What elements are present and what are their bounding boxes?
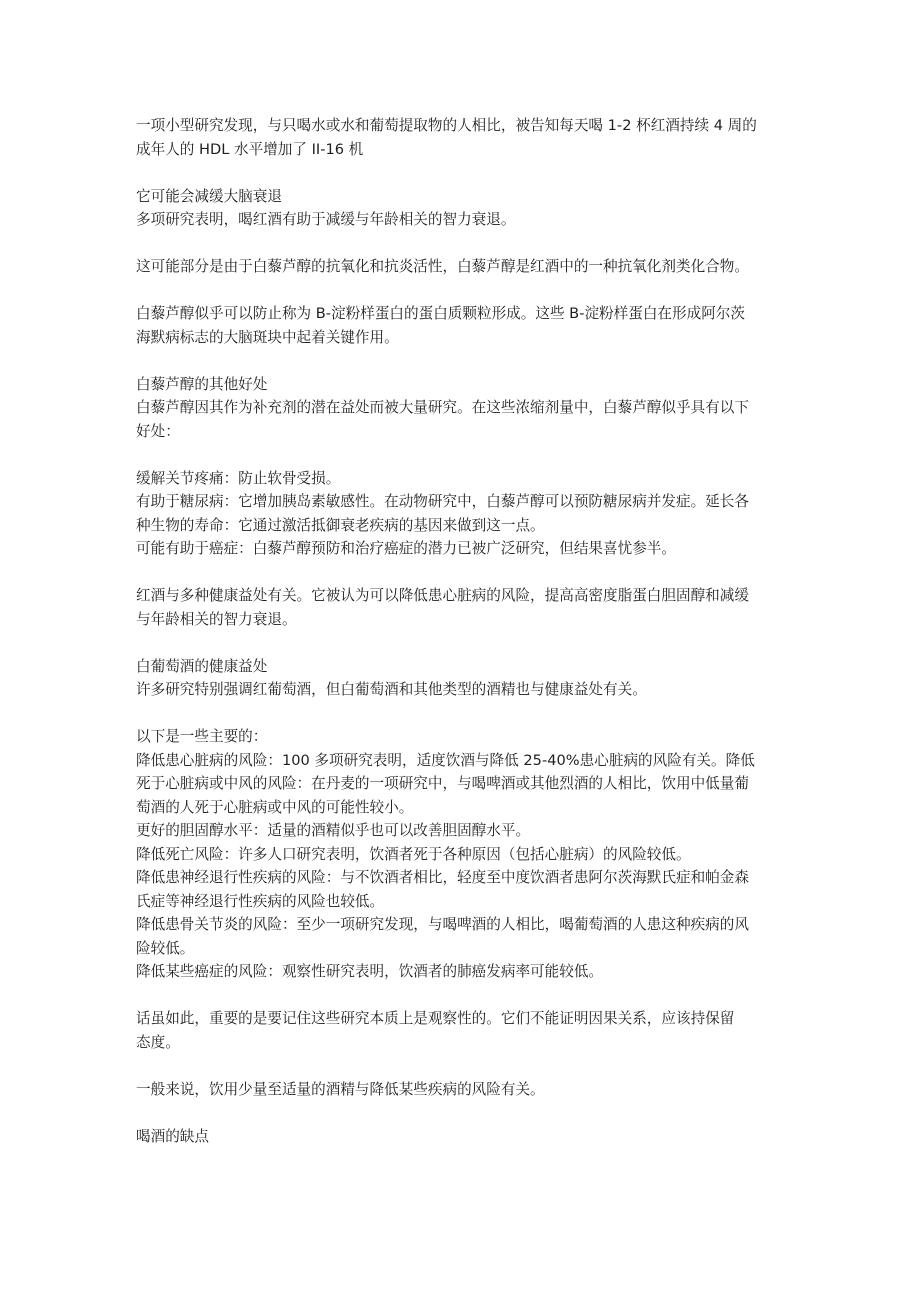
text-line: 这可能部分是由于白藜芦醇的抗氧化和抗炎活性，白藜芦醇是红酒中的一种抗氧化剂类化合物。 (136, 258, 749, 275)
list-item: 降低患骨关节炎的风险：至少一项研究发现，与喝啤酒的人相比，喝葡萄酒的人患这种疾病的风 (136, 916, 749, 933)
heading-line: 喝酒的缺点 (136, 1127, 209, 1145)
paragraph (136, 1078, 786, 1102)
section-resveratrol-benefits (136, 373, 786, 444)
list-item: 氏症等神经退行性疾病的风险也较低。 (136, 892, 385, 910)
paragraph-gap (136, 702, 786, 726)
paragraph (136, 302, 786, 349)
paragraph (136, 114, 786, 161)
paragraph-gap (136, 561, 786, 585)
section-drawbacks (136, 1125, 786, 1149)
text-line: 与年龄相关的智力衰退。 (136, 610, 297, 628)
text-line: 白藜芦醇似乎可以防止称为 B-淀粉样蛋白的蛋白质颗粒形成。这些 B-淀粉样蛋白在形成阿尔茨 (136, 305, 745, 322)
text-line: 话虽如此，重要的是要记住这些研究本质上是观察性的。它们不能证明因果关系，应该持保留 (136, 1010, 735, 1027)
paragraph-gap (136, 349, 786, 373)
text-line: 态度。 (136, 1033, 180, 1051)
list-item: 种生物的寿命：它通过激活抵御衰老疾病的基因来做到这一点。 (136, 516, 545, 534)
list-item: 以下是一些主要的： (136, 728, 268, 745)
text-line: 成年人的 HDL 水平增加了 II-16 机 (136, 140, 364, 158)
text-line: 红酒与多种健康益处有关。它被认为可以降低患心脏病的风险，提高高密度脂蛋白胆固醇和减缓 (136, 587, 749, 604)
list-item: 降低患心脏病的风险：100 多项研究表明，适度饮酒与降低 25-40%患心脏病的风险有关。降低 (136, 751, 755, 769)
text-line: 一项小型研究发现，与只喝水或水和葡萄提取物的人相比，被告知每天喝 1-2 杯红酒持续 4 周的 (136, 117, 757, 134)
list-item: 险较低。 (136, 939, 195, 957)
text-line: 多项研究表明，喝红酒有助于减缓与年龄相关的智力衰退。 (136, 211, 516, 228)
section-white-wine (136, 655, 786, 702)
text-line: 好处： (136, 422, 180, 440)
paragraph-gap (136, 1054, 786, 1078)
list-item: 降低某些癌症的风险：观察性研究表明，饮酒者的肺癌发病率可能较低。 (136, 963, 604, 980)
paragraph-gap (136, 631, 786, 655)
paragraph-gap (136, 443, 786, 467)
heading-line: 白葡萄酒的健康益处 (136, 657, 268, 675)
paragraph (136, 255, 786, 279)
text-line: 白藜芦醇因其作为补充剂的潜在益处而被大量研究。在这些浓缩剂量中，白藜芦醇似乎具有以下 (136, 399, 749, 416)
heading-line: 白藜芦醇的其他好处 (136, 375, 268, 393)
paragraph-gap (136, 232, 786, 256)
document-body (136, 114, 786, 1148)
text-line: 一般来说，饮用少量至适量的酒精与降低某些疾病的风险有关。 (136, 1080, 545, 1098)
text-line: 许多研究特别强调红葡萄酒，但白葡萄酒和其他类型的酒精也与健康益处有关。 (136, 681, 647, 698)
list-item: 更好的胆固醇水平：适量的酒精似乎也可以改善胆固醇水平。 (136, 822, 531, 839)
paragraph-gap (136, 984, 786, 1008)
paragraph (136, 584, 786, 631)
list-item: 降低死亡风险：许多人口研究表明，饮酒者死于各种原因（包括心脏病）的风险较低。 (136, 845, 691, 863)
heading-line: 它可能会减缓大脑衰退 (136, 187, 282, 205)
paragraph (136, 1007, 786, 1054)
list-item: 有助于糖尿病：它增加胰岛素敏感性。在动物研究中，白藜芦醇可以预防糖尿病并发症。延长各 (136, 493, 749, 510)
text-line: 海默病标志的大脑斑块中起着关键作用。 (136, 328, 399, 346)
paragraph-gap (136, 279, 786, 303)
list-item: 死于心脏病或中风的风险：在丹麦的一项研究中，与喝啤酒或其他烈酒的人相比，饮用中低量葡 (136, 775, 749, 792)
section-heading-brain (136, 185, 786, 232)
list-item: 萄酒的人死于心脏病或中风的可能性较小。 (136, 798, 414, 816)
paragraph-gap (136, 161, 786, 185)
list-item: 可能有助于癌症：白藜芦醇预防和治疗癌症的潜力已被广泛研究，但结果喜忧参半。 (136, 540, 676, 557)
list-item: 缓解关节疼痛：防止软骨受损。 (136, 469, 341, 487)
main-benefits-list (136, 725, 786, 984)
list-item: 降低患神经退行性疾病的风险：与不饮酒者相比，轻度至中度饮酒者患阿尔茨海默氏症和帕金森 (136, 869, 749, 886)
paragraph-gap (136, 1101, 786, 1125)
benefit-list (136, 467, 786, 561)
